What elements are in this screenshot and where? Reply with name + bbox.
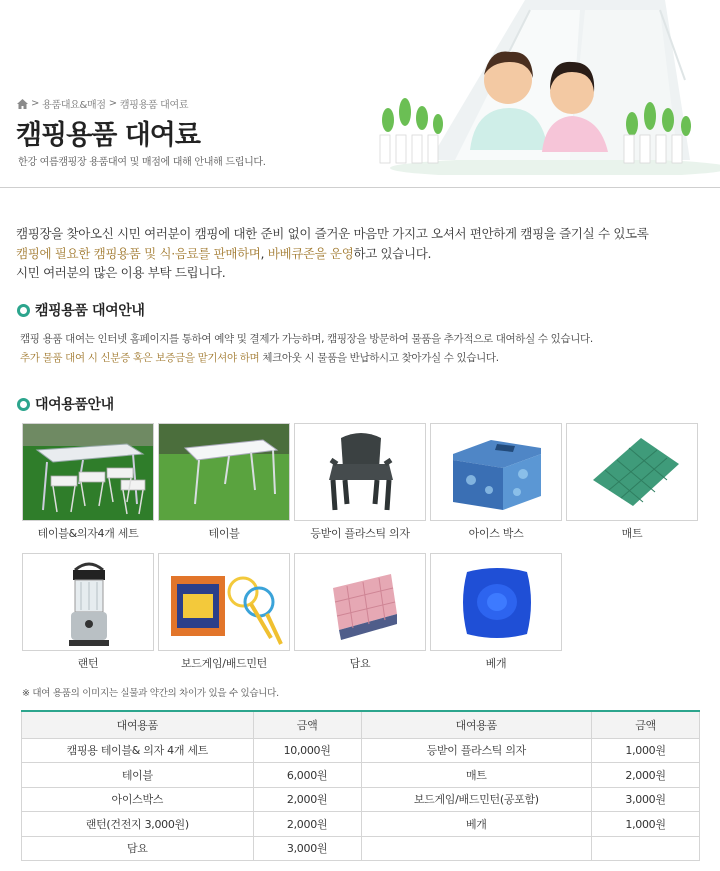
section-heading-rental-guide (17, 300, 144, 320)
column-header: 대여용품 (22, 711, 254, 738)
table-row (22, 763, 700, 788)
breadcrumb-item-current[interactable]: 캠핑용품 대여료 (119, 100, 189, 111)
table-cell (361, 836, 592, 861)
table-cell: 매트 (361, 763, 592, 788)
intro-text (16, 224, 706, 283)
table-cell: 6,000원 (253, 763, 361, 788)
intro-text-part: 하고 있습니다. (353, 245, 432, 261)
breadcrumb-sep: > (108, 98, 117, 109)
table-cell: 랜턴(건전지 3,000원) (22, 812, 254, 837)
rental-item-label: 테이블 (208, 527, 240, 540)
rental-item-card[interactable] (430, 553, 562, 671)
column-header: 금액 (592, 711, 700, 738)
table-cell: 2,000원 (253, 787, 361, 812)
intro-line: 캠핑장을 찾아오신 시민 여러분이 캠핑에 대한 준비 없이 즐거운 마음만 가지고 오셔서 편안하게 캠핑을 즐기실 수 있도록 (16, 226, 649, 241)
page-title: 캠핑용품 대여료 (16, 120, 200, 151)
home-icon[interactable] (17, 99, 28, 109)
table-cell: 2,000원 (592, 763, 700, 788)
notice-text-part: 체크아웃 시 물품을 반납하시고 찾아가실 수 있습니다. (259, 352, 499, 364)
rental-item-card[interactable] (294, 423, 426, 541)
page-header (0, 0, 720, 188)
table-cell: 담요 (22, 836, 254, 861)
table-header-row (22, 711, 700, 738)
notice-highlight: 추가 물품 대여 시 신분증 혹은 보증금을 맡기셔야 하며 (20, 352, 260, 364)
table-cell (592, 836, 700, 861)
table-row (22, 787, 700, 812)
table-cell: 3,000원 (253, 836, 361, 861)
intro-line: 시민 여러분의 많은 이용 부탁 드립니다. (16, 265, 226, 280)
rental-item-label: 등받이 플라스틱 의자 (310, 527, 410, 540)
rental-item-label: 보드게임/배드민턴 (180, 657, 267, 670)
mat-icon (566, 423, 698, 521)
table-cell: 캠핑용 테이블& 의자 4개 세트 (22, 738, 254, 763)
price-table (21, 710, 700, 861)
table-cell: 보드게임/배드민턴(공포함) (361, 787, 592, 812)
section-title: 캠핑용품 대여안내 (35, 303, 145, 319)
boardgame-badminton-icon (158, 553, 290, 651)
table-row (22, 738, 700, 763)
hero-image (360, 0, 720, 175)
table-cell: 등받이 플라스틱 의자 (361, 738, 592, 763)
table-cell: 테이블 (22, 763, 254, 788)
intro-text-part: , (260, 245, 268, 261)
table-cell: 1,000원 (592, 738, 700, 763)
intro-highlight: 바베큐존을 운영 (267, 245, 354, 261)
pillow-icon (430, 553, 562, 651)
section-heading-rental-items (17, 394, 114, 414)
circle-bullet-icon (17, 304, 30, 317)
image-disclaimer: ※ 대여 용품의 이미지는 실물과 약간의 차이가 있을 수 있습니다. (22, 688, 279, 699)
plastic-chair-icon (294, 423, 426, 521)
intro-highlight: 캠핑에 필요한 캠핑용품 및 식·음료를 판매하며 (16, 245, 261, 261)
column-header: 금액 (253, 711, 361, 738)
ice-box-icon (430, 423, 562, 521)
rental-item-card[interactable] (158, 553, 290, 671)
table-chairs-set-icon (22, 423, 154, 521)
rental-item-card[interactable] (22, 553, 154, 671)
folding-table-icon (158, 423, 290, 521)
table-cell: 10,000원 (253, 738, 361, 763)
rental-item-card[interactable] (158, 423, 290, 541)
notice-line: 캠핑 용품 대여는 인터넷 홈페이지를 통하여 예약 및 결제가 가능하며, 캠핑장을 방문하여 물품을 추가적으로 대여하실 수 있습니다. (20, 333, 593, 345)
intro-line (16, 244, 706, 264)
table-cell: 2,000원 (253, 812, 361, 837)
table-row (22, 812, 700, 837)
breadcrumb (17, 96, 188, 111)
rental-item-label: 랜턴 (77, 657, 99, 670)
breadcrumb-sep: > (31, 98, 40, 109)
table-cell: 베개 (361, 812, 592, 837)
notice-line (20, 349, 710, 368)
section-title: 대여용품안내 (35, 397, 114, 413)
rental-item-label: 테이블&의자4개 세트 (37, 527, 139, 540)
rental-item-label: 아이스 박스 (468, 527, 524, 540)
rental-guide-text (20, 330, 710, 368)
rental-item-label: 베개 (485, 657, 507, 670)
table-cell: 3,000원 (592, 787, 700, 812)
table-row (22, 836, 700, 861)
table-cell: 아이스박스 (22, 787, 254, 812)
breadcrumb-item-rental-store[interactable]: 용품대요&매점 (42, 100, 106, 111)
column-header: 대여용품 (361, 711, 592, 738)
rental-item-label: 매트 (621, 527, 643, 540)
rental-item-card[interactable] (22, 423, 154, 541)
rental-item-card[interactable] (430, 423, 562, 541)
page-subtitle: 한강 여름캠핑장 용품대여 및 매점에 대해 안내해 드립니다. (18, 157, 266, 168)
rental-item-card[interactable] (566, 423, 698, 541)
rental-item-card[interactable] (294, 553, 426, 671)
circle-bullet-icon (17, 398, 30, 411)
lantern-icon (22, 553, 154, 651)
rental-item-label: 담요 (349, 657, 371, 670)
table-cell: 1,000원 (592, 812, 700, 837)
blanket-icon (294, 553, 426, 651)
